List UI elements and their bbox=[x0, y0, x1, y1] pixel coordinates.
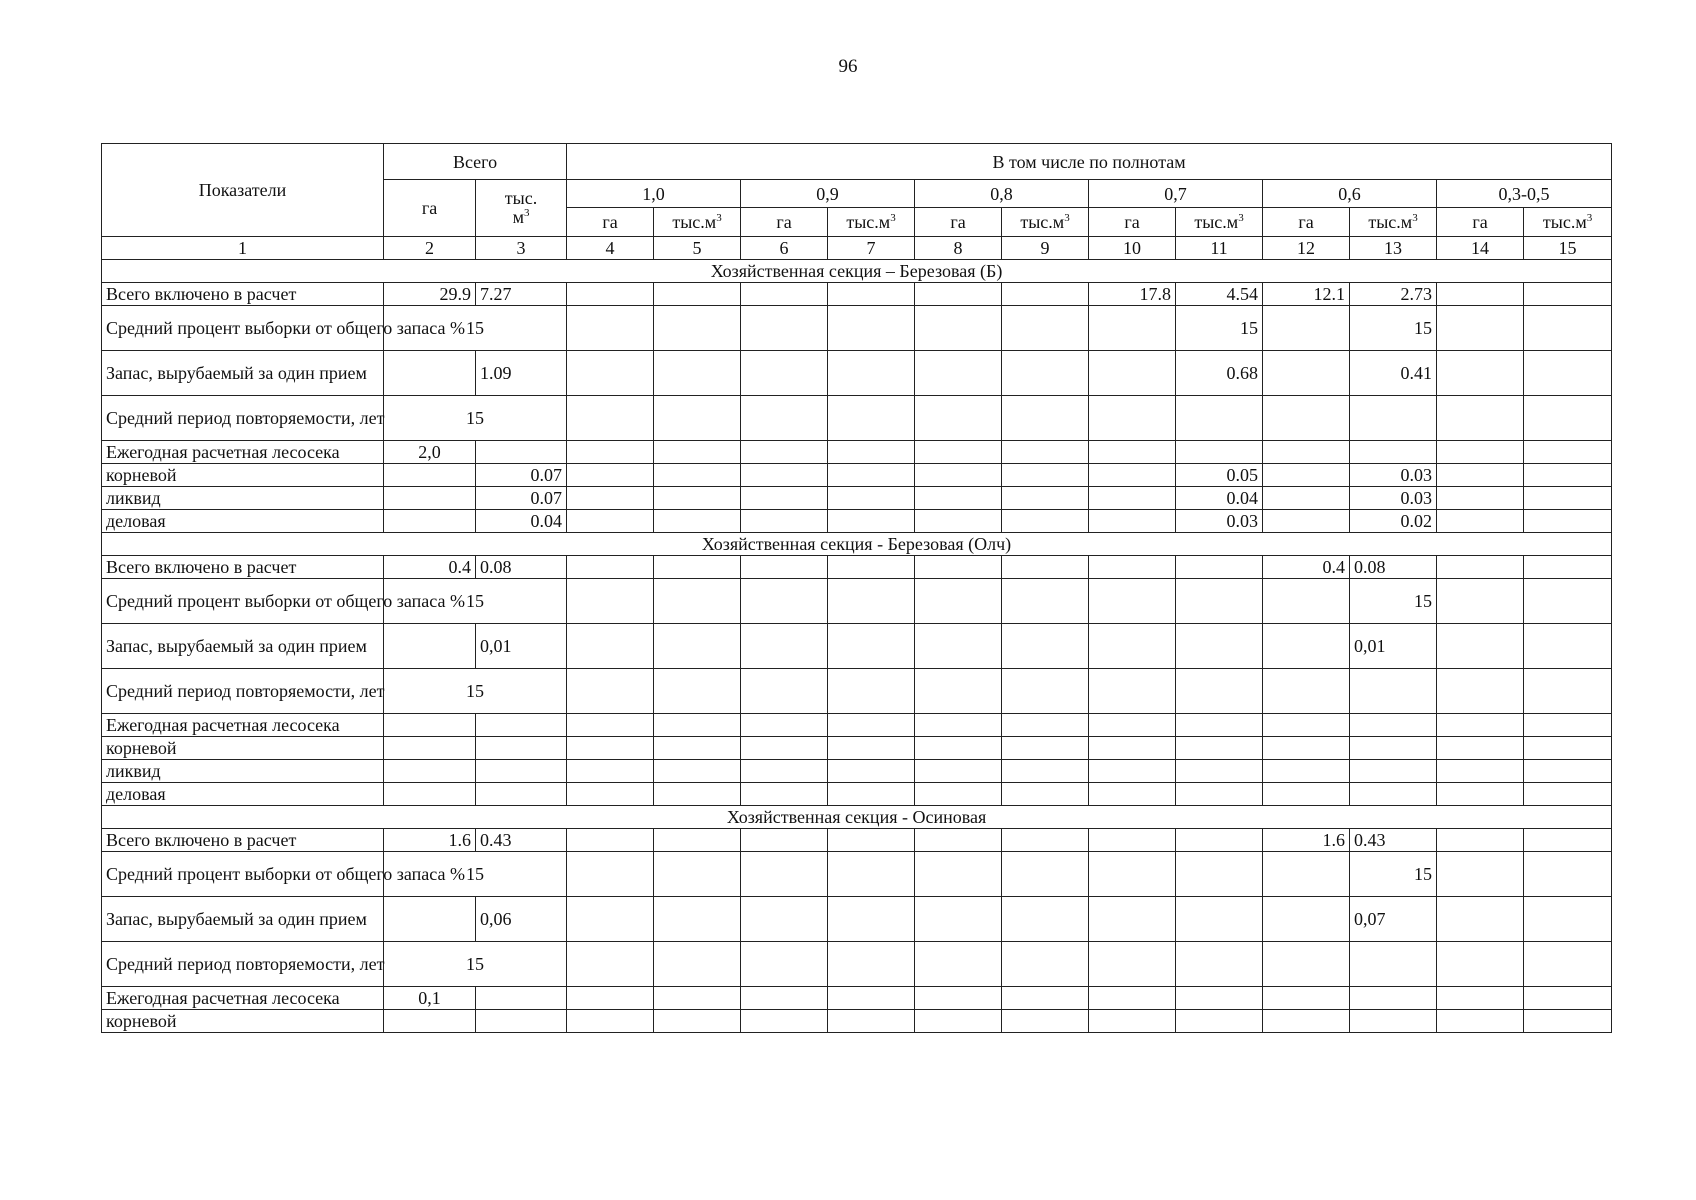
header-m3: $тыс.м^3$ bbox=[654, 208, 741, 237]
density-0-7-m3: 15 bbox=[1176, 306, 1263, 351]
table-row bbox=[102, 441, 1612, 464]
header-density-0-6: 0,6 bbox=[1263, 180, 1437, 208]
table-row bbox=[102, 556, 1612, 579]
row-label: Запас, вырубаемый за один прием bbox=[102, 897, 384, 942]
row-label: корневой bbox=[102, 1010, 384, 1033]
table-row bbox=[102, 306, 1612, 351]
total-m3: 7.27 bbox=[476, 283, 567, 306]
table-row bbox=[102, 396, 1612, 441]
total-value: 15 bbox=[384, 852, 567, 897]
table-row bbox=[102, 852, 1612, 897]
total-value: 15 bbox=[384, 306, 567, 351]
header-ga: га bbox=[915, 208, 1002, 237]
row-label: Запас, вырубаемый за один прием bbox=[102, 624, 384, 669]
header-m3: $тыс.м^3$ bbox=[1350, 208, 1437, 237]
row-label: Средний период повторяемости, лет bbox=[102, 942, 384, 987]
header-ga: га bbox=[1263, 208, 1350, 237]
total-value: 15 bbox=[384, 579, 567, 624]
total-m3: 0.08 bbox=[476, 556, 567, 579]
column-number: 15 bbox=[1524, 237, 1612, 260]
total-m3: 0,01 bbox=[476, 624, 567, 669]
row-label: корневой bbox=[102, 737, 384, 760]
density-0-6-ga: 12.1 bbox=[1263, 283, 1350, 306]
row-label: корневой bbox=[102, 464, 384, 487]
total-m3: 1.09 bbox=[476, 351, 567, 396]
column-numbers-row bbox=[102, 237, 1612, 260]
header-ga: га bbox=[741, 208, 828, 237]
total-m3: 0.43 bbox=[476, 829, 567, 852]
density-0-6-m3: 0,07 bbox=[1350, 897, 1437, 942]
row-label: Средний процент выборки от общего запаса % bbox=[102, 579, 384, 624]
table-row bbox=[102, 283, 1612, 306]
column-number: 7 bbox=[828, 237, 915, 260]
section-title: Хозяйственная секция - Осиновая bbox=[102, 806, 1612, 829]
row-label: Средний период повторяемости, лет bbox=[102, 396, 384, 441]
header-density-0-8: 0,8 bbox=[915, 180, 1089, 208]
total-ga: 2,0 bbox=[384, 441, 476, 464]
header-by-density: В том числе по полнотам bbox=[567, 144, 1612, 180]
density-0-6-m3: 15 bbox=[1350, 579, 1437, 624]
density-0-6-m3: 2.73 bbox=[1350, 283, 1437, 306]
column-number: 14 bbox=[1437, 237, 1524, 260]
column-number: 3 bbox=[476, 237, 567, 260]
section-title: Хозяйственная секция - Березовая (Олч) bbox=[102, 533, 1612, 556]
header-m3: $тыс.м^3$ bbox=[1524, 208, 1612, 237]
column-number: 1 bbox=[102, 237, 384, 260]
total-ga: 1.6 bbox=[384, 829, 476, 852]
total-m3: 0.07 bbox=[476, 487, 567, 510]
column-number: 11 bbox=[1176, 237, 1263, 260]
header-ga: га bbox=[567, 208, 654, 237]
column-number: 12 bbox=[1263, 237, 1350, 260]
density-0-7-ga: 17.8 bbox=[1089, 283, 1176, 306]
header-density-0-9: 0,9 bbox=[741, 180, 915, 208]
header-density-1-0: 1,0 bbox=[567, 180, 741, 208]
total-m3: 0.07 bbox=[476, 464, 567, 487]
table-row bbox=[102, 669, 1612, 714]
column-number: 5 bbox=[654, 237, 741, 260]
header-total: Всего bbox=[384, 144, 567, 180]
column-number: 10 bbox=[1089, 237, 1176, 260]
header-m3: $тыс.м^3$ bbox=[1002, 208, 1089, 237]
row-label: деловая bbox=[102, 783, 384, 806]
density-0-7-m3: 0.04 bbox=[1176, 487, 1263, 510]
total-ga: 0,1 bbox=[384, 987, 476, 1010]
density-0-7-m3: 0.03 bbox=[1176, 510, 1263, 533]
density-0-6-ga: 1.6 bbox=[1263, 829, 1350, 852]
table-row bbox=[102, 351, 1612, 396]
column-number: 13 bbox=[1350, 237, 1437, 260]
density-0-6-m3: 0.03 bbox=[1350, 464, 1437, 487]
density-0-6-m3: 0.41 bbox=[1350, 351, 1437, 396]
header-density-0-3-0-5: 0,3-0,5 bbox=[1437, 180, 1612, 208]
row-label: Всего включено в расчет bbox=[102, 829, 384, 852]
total-value: 15 bbox=[384, 942, 567, 987]
total-m3: 0,06 bbox=[476, 897, 567, 942]
column-number: 4 bbox=[567, 237, 654, 260]
density-0-6-m3: 0.03 bbox=[1350, 487, 1437, 510]
row-label: Ежегодная расчетная лесосека bbox=[102, 714, 384, 737]
forest-stock-table bbox=[101, 143, 1612, 1033]
row-label: Всего включено в расчет bbox=[102, 556, 384, 579]
total-m3: 0.04 bbox=[476, 510, 567, 533]
total-value: 15 bbox=[384, 396, 567, 441]
table-row bbox=[102, 987, 1612, 1010]
table-row bbox=[102, 897, 1612, 942]
density-0-7-m3: 4.54 bbox=[1176, 283, 1263, 306]
row-label: Средний процент выборки от общего запаса % bbox=[102, 852, 384, 897]
density-0-6-m3: 0,01 bbox=[1350, 624, 1437, 669]
row-label: ликвид bbox=[102, 760, 384, 783]
column-number: 9 bbox=[1002, 237, 1089, 260]
table-row bbox=[102, 829, 1612, 852]
table-row bbox=[102, 1010, 1612, 1033]
table-row bbox=[102, 624, 1612, 669]
density-0-6-m3: 15 bbox=[1350, 306, 1437, 351]
density-0-6-ga: 0.4 bbox=[1263, 556, 1350, 579]
density-0-6-m3: 0.43 bbox=[1350, 829, 1437, 852]
page-number: 96 bbox=[838, 56, 858, 77]
row-label: деловая bbox=[102, 510, 384, 533]
header-ga: га bbox=[1437, 208, 1524, 237]
row-label: Ежегодная расчетная лесосека bbox=[102, 987, 384, 1010]
row-label: Ежегодная расчетная лесосека bbox=[102, 441, 384, 464]
density-0-6-m3: 0.02 bbox=[1350, 510, 1437, 533]
row-label: ликвид bbox=[102, 487, 384, 510]
column-number: 8 bbox=[915, 237, 1002, 260]
column-number: 6 bbox=[741, 237, 828, 260]
row-label: Всего включено в расчет bbox=[102, 283, 384, 306]
density-0-7-m3: 0.68 bbox=[1176, 351, 1263, 396]
table-row bbox=[102, 487, 1612, 510]
total-ga: 29.9 bbox=[384, 283, 476, 306]
row-label: Средний период повторяемости, лет bbox=[102, 669, 384, 714]
header-total-m3: тыс. $м^3$ bbox=[476, 180, 567, 237]
table-row bbox=[102, 464, 1612, 487]
header-ga: га bbox=[1089, 208, 1176, 237]
row-label: Средний процент выборки от общего запаса % bbox=[102, 306, 384, 351]
table-row bbox=[102, 760, 1612, 783]
header-total-ga: га bbox=[384, 180, 476, 237]
row-label: Запас, вырубаемый за один прием bbox=[102, 351, 384, 396]
density-0-6-m3: 0.08 bbox=[1350, 556, 1437, 579]
total-ga: 0.4 bbox=[384, 556, 476, 579]
header-m3: $тыс.м^3$ bbox=[1176, 208, 1263, 237]
section-title: Хозяйственная секция – Березовая (Б) bbox=[102, 260, 1612, 283]
density-0-7-m3: 0.05 bbox=[1176, 464, 1263, 487]
table-row bbox=[102, 942, 1612, 987]
header-m3: $тыс.м^3$ bbox=[828, 208, 915, 237]
table-row bbox=[102, 783, 1612, 806]
total-value: 15 bbox=[384, 669, 567, 714]
column-number: 2 bbox=[384, 237, 476, 260]
table-row bbox=[102, 737, 1612, 760]
header-indicators: Показатели bbox=[102, 144, 384, 237]
table-row bbox=[102, 714, 1612, 737]
header-density-0-7: 0,7 bbox=[1089, 180, 1263, 208]
table-row bbox=[102, 510, 1612, 533]
table-row bbox=[102, 579, 1612, 624]
density-0-6-m3: 15 bbox=[1350, 852, 1437, 897]
